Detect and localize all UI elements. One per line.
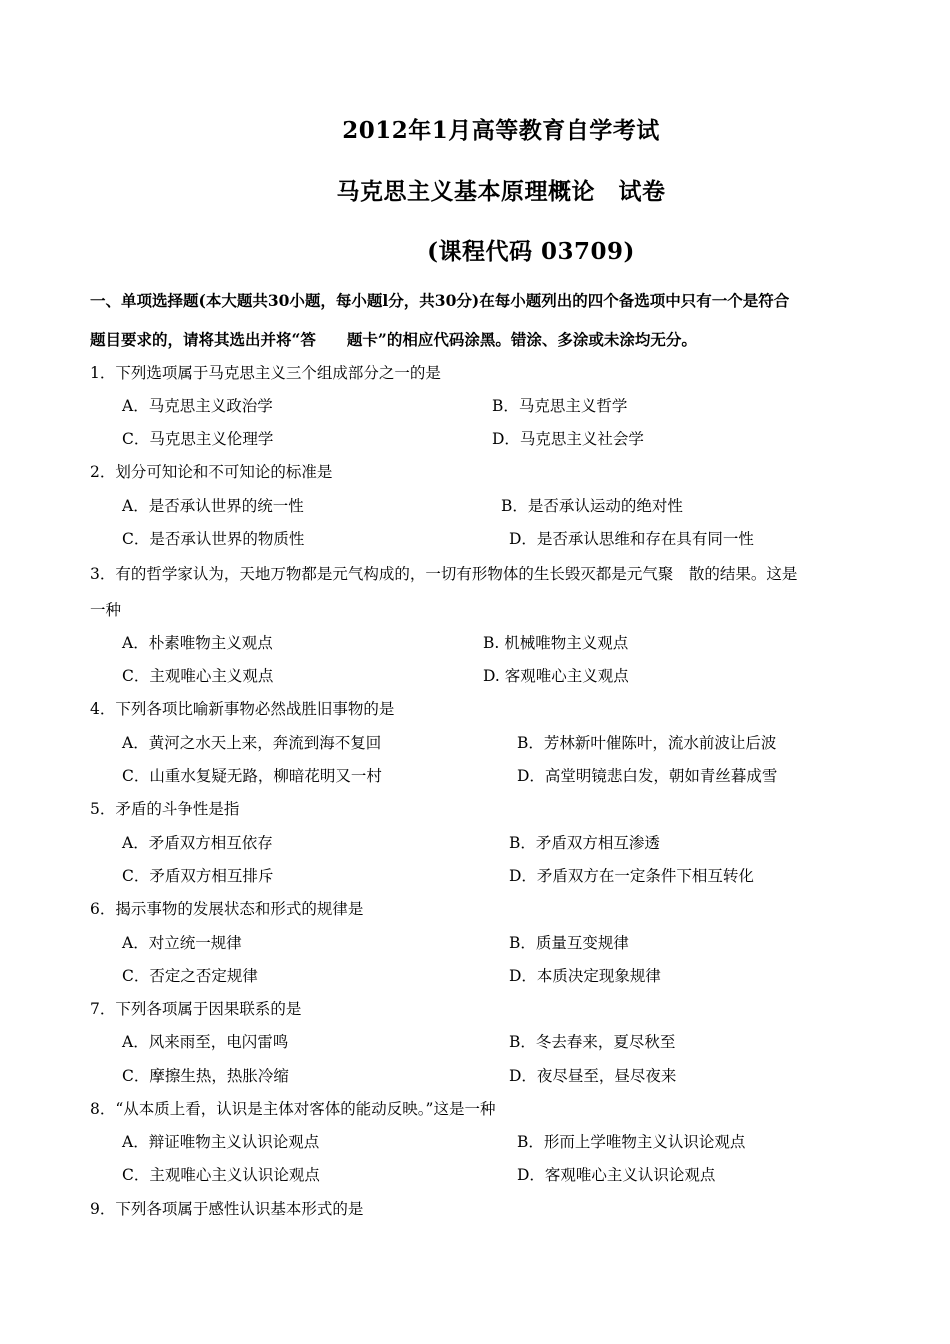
- option-c: C．否定之否定规律: [122, 967, 258, 985]
- question-stem: 9．下列各项属于感性认识基本形式的是: [90, 1200, 364, 1218]
- option-b: B．矛盾双方相互渗透: [509, 834, 660, 852]
- question-stem: 4．下列各项比喻新事物必然战胜旧事物的是: [90, 700, 395, 718]
- option-a: A．矛盾双方相互依存: [122, 834, 273, 852]
- option-b: B．冬去春来，夏尽秋至: [509, 1033, 676, 1051]
- question-stem: 7．下列各项属于因果联系的是: [90, 1000, 302, 1018]
- option-c: C．马克思主义伦理学: [122, 430, 274, 448]
- question-stem: 3．有的哲学家认为，天地万物都是元气构成的，一切有形物体的生长毁灭都是元气聚 散的结果。这是: [90, 565, 798, 583]
- option-a: A．黄河之水天上来，奔流到海不复回: [122, 734, 382, 752]
- option-d: D．客观唯心主义认识论观点: [517, 1166, 716, 1184]
- option-c: C．摩擦生热，热胀冷缩: [122, 1067, 289, 1085]
- option-c: C．主观唯心主义认识论观点: [122, 1166, 320, 1184]
- option-a: A．朴素唯物主义观点: [122, 634, 273, 652]
- option-b: B．马克思主义哲学: [492, 397, 628, 415]
- option-a: A．马克思主义政治学: [122, 397, 273, 415]
- question-stem: 8．“从本质上看，认识是主体对客体的能动反映。”这是一种: [90, 1100, 496, 1118]
- section-instructions-line2: 题目要求的，请将其选出并将“答 题卡”的相应代码涂黑。错涂、多涂或未涂均无分。: [90, 330, 697, 349]
- option-b: B．质量互变规律: [509, 934, 629, 952]
- option-d: D．夜尽昼至，昼尽夜来: [509, 1067, 677, 1085]
- question-stem: 2．划分可知论和不可知论的标准是: [90, 463, 333, 481]
- course-code: (课程代码 03709): [427, 238, 635, 265]
- exam-subject: 马克思主义基本原理概论 试卷: [336, 178, 666, 205]
- option-a: A．对立统一规律: [122, 934, 242, 952]
- option-a: A．是否承认世界的统一性: [122, 497, 304, 515]
- question-stem-continued: 一种: [90, 601, 122, 619]
- option-c: C．主观唯心主义观点: [122, 667, 274, 685]
- question-stem: 5．矛盾的斗争性是指: [90, 800, 240, 818]
- option-b: B．形而上学唯物主义认识论观点: [517, 1133, 746, 1151]
- option-b: B. 机械唯物主义观点: [483, 634, 629, 652]
- section-instructions-line1: 一、单项选择题(本大题共30小题，每小题l分，共30分)在每小题列出的四个备选项中只有一个是符合: [90, 291, 790, 310]
- option-c: C．是否承认世界的物质性: [122, 530, 305, 548]
- option-d: D．矛盾双方在一定条件下相互转化: [509, 867, 754, 885]
- option-b: B．是否承认运动的绝对性: [501, 497, 683, 515]
- option-d: D. 客观唯心主义观点: [483, 667, 629, 685]
- option-a: A．辩证唯物主义认识论观点: [122, 1133, 320, 1151]
- question-stem: 6．揭示事物的发展状态和形式的规律是: [90, 900, 364, 918]
- option-d: D．马克思主义社会学: [492, 430, 644, 448]
- option-d: D．高堂明镜悲白发，朝如青丝暮成雪: [517, 767, 778, 785]
- option-c: C．矛盾双方相互排斥: [122, 867, 274, 885]
- question-stem: 1．下列选项属于马克思主义三个组成部分之一的是: [90, 364, 441, 382]
- option-a: A．风来雨至，电闪雷鸣: [122, 1033, 289, 1051]
- option-d: D．本质决定现象规律: [509, 967, 661, 985]
- exam-title: 2012年1月高等教育自学考试: [342, 117, 660, 144]
- option-b: B．芳林新叶催陈叶，流水前波让后波: [517, 734, 777, 752]
- option-d: D．是否承认思维和存在具有同一性: [509, 530, 754, 548]
- option-c: C．山重水复疑无路，柳暗花明又一村: [122, 767, 382, 785]
